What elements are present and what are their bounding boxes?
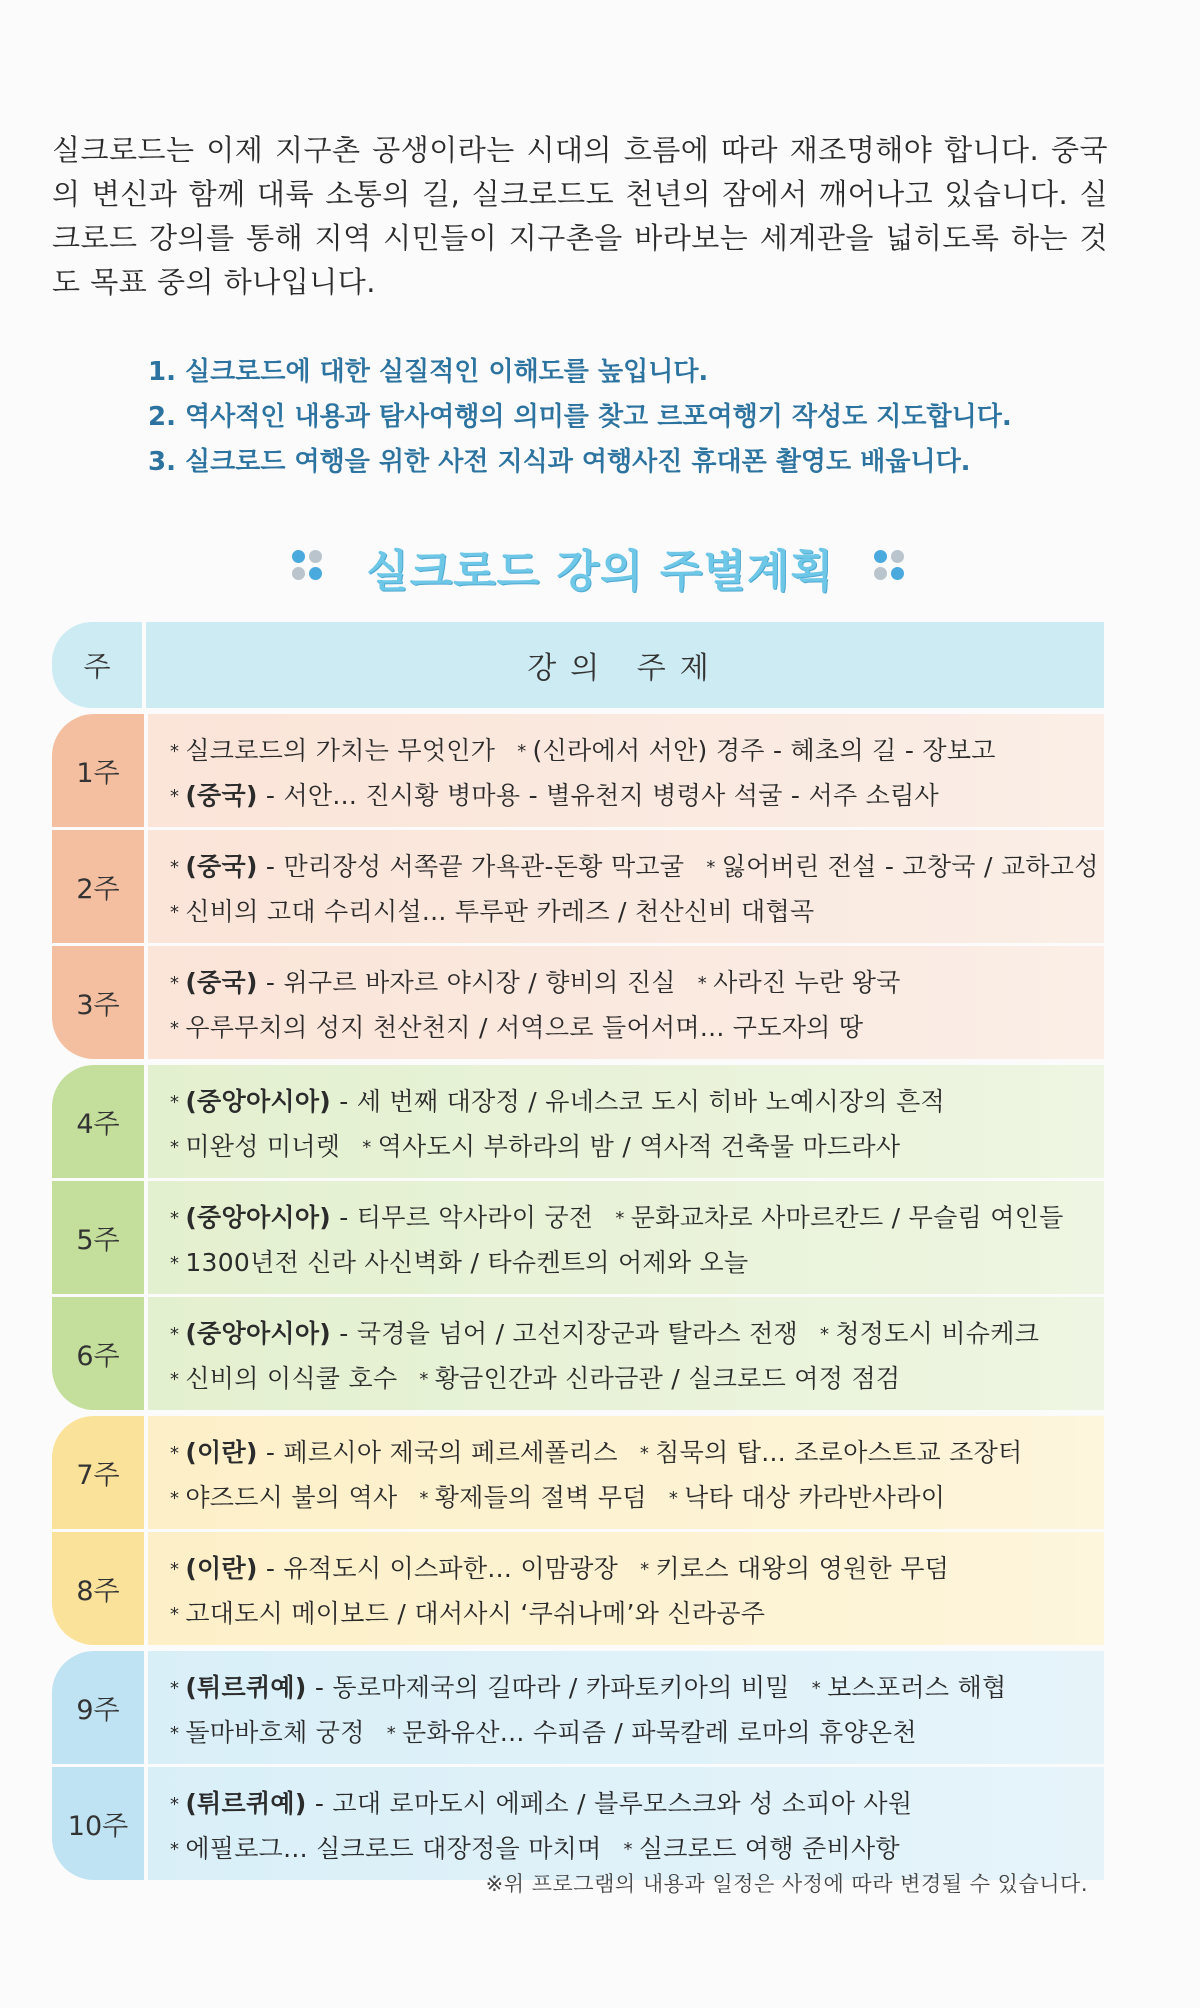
bullet-icon: * — [517, 741, 527, 762]
bullet-icon: * — [706, 857, 716, 878]
heading-title: 실크로드 강의 주별계획 — [366, 546, 834, 597]
dots-icon — [292, 550, 326, 584]
topic-text: 1300년전 신라 사신벽화 / 타슈켄트의 어제와 오늘 — [185, 1248, 749, 1277]
topic-cell — [148, 830, 1104, 943]
topic-line — [170, 1081, 1104, 1126]
topic-text: 잃어버린 전설 - 고창국 / 교하고성 — [721, 852, 1099, 881]
table-row — [52, 1416, 1104, 1529]
bullet-icon: * — [170, 1137, 180, 1158]
bullet-icon: * — [170, 973, 180, 994]
bullet-icon: * — [170, 857, 180, 878]
region-label: (중국) — [185, 968, 258, 997]
topic-line — [170, 1712, 1104, 1757]
header-week: 주 — [52, 622, 142, 708]
bullet-icon: * — [811, 1678, 822, 1699]
topic-text: 신비의 이식쿨 호수 — [185, 1364, 398, 1393]
topic-text: 미완성 미너렛 — [185, 1132, 341, 1161]
topic-cell — [148, 1181, 1104, 1294]
topic-text: - 세 번째 대장정 / 유네스코 도시 히바 노예시장의 흔적 — [331, 1087, 945, 1116]
week-label: 1주 — [76, 758, 120, 789]
bullet-icon: * — [615, 1208, 625, 1229]
topic-line — [170, 1477, 1104, 1522]
topic-line — [170, 1007, 1104, 1052]
topic-text: 낙타 대상 카라반사라이 — [684, 1483, 946, 1512]
region-label: (중국) — [185, 781, 258, 810]
topic-text: 에필로그... 실크로드 대장정을 마치며 — [185, 1834, 602, 1863]
topic-cell — [148, 1065, 1104, 1178]
topic-line — [170, 1548, 1104, 1593]
bullet-icon: * — [170, 1324, 180, 1345]
region-label: (튀르퀴예) — [185, 1789, 307, 1818]
table-row — [52, 943, 1104, 1059]
bullet-icon: * — [419, 1488, 429, 1509]
topic-cell — [148, 1532, 1104, 1645]
topic-text: 청정도시 비슈케크 — [835, 1319, 1040, 1348]
week-label: 5주 — [76, 1225, 120, 1256]
goal-item: 1. 실크로드에 대한 실질적인 이해도를 높입니다. — [148, 357, 709, 387]
topic-cell — [148, 1651, 1104, 1764]
topic-text: 신비의 고대 수리시설... 투루판 카레즈 / 천산신비 대협곡 — [185, 897, 815, 926]
bullet-icon: * — [640, 1559, 650, 1580]
topic-text: 황금인간과 신라금관 / 실크로드 여정 점검 — [434, 1364, 901, 1393]
topic-text: - 만리장성 서쪽끝 가욕관-돈황 막고굴 — [257, 852, 685, 881]
week-label: 9주 — [76, 1695, 120, 1726]
topic-line — [170, 1313, 1104, 1358]
topic-text: - 위구르 바자르 야시장 / 향비의 진실 — [257, 968, 676, 997]
week-group — [52, 1416, 1104, 1645]
week-label: 7주 — [76, 1460, 120, 1491]
bullet-icon: * — [697, 973, 708, 994]
topic-text: - 유적도시 이스파한... 이맘광장 — [257, 1554, 619, 1583]
topic-text: 돌마바흐체 궁정 — [185, 1718, 365, 1747]
table-header — [52, 622, 1104, 708]
topic-text: 실크로드의 가치는 무엇인가 — [185, 736, 496, 765]
bullet-icon: * — [170, 741, 180, 762]
bullet-icon: * — [170, 1208, 180, 1229]
region-label: (중앙아시아) — [185, 1319, 332, 1348]
dots-icon — [874, 550, 908, 584]
topic-cell — [148, 714, 1104, 827]
topic-text: 황제들의 절벽 무덤 — [434, 1483, 647, 1512]
goals-list — [148, 350, 1012, 485]
topic-line — [170, 1197, 1104, 1242]
topic-text: - 동로마제국의 길따라 / 카파토키아의 비밀 — [306, 1673, 790, 1702]
week-group — [52, 1651, 1104, 1880]
topic-text: - 티무르 악사라이 궁전 — [331, 1203, 594, 1232]
week-group — [52, 1065, 1104, 1410]
bullet-icon: * — [170, 902, 180, 923]
week-group — [52, 714, 1104, 1059]
bullet-icon: * — [170, 1018, 180, 1039]
table-row — [52, 1294, 1104, 1410]
table-row — [52, 1529, 1104, 1645]
week-label: 10주 — [67, 1811, 129, 1842]
bullet-icon: * — [170, 1488, 180, 1509]
goal-item: 2. 역사적인 내용과 탐사여행의 의미를 찾고 르포여행기 작성도 지도합니다. — [148, 402, 1012, 432]
region-label: (이란) — [185, 1554, 258, 1583]
topic-line — [170, 1783, 1104, 1828]
bullet-icon: * — [170, 1794, 180, 1815]
topic-text: (신라에서 서안) 경주 - 혜초의 길 - 장보고 — [532, 736, 996, 765]
topic-line — [170, 775, 1104, 820]
table-row — [52, 1178, 1104, 1294]
topic-line — [170, 1358, 1104, 1403]
topic-text: 실크로드 여행 준비사항 — [638, 1834, 900, 1863]
week-label: 2주 — [76, 874, 120, 905]
topic-cell — [148, 1416, 1104, 1529]
bullet-icon: * — [170, 1559, 180, 1580]
bullet-icon: * — [170, 1092, 180, 1113]
topic-line — [170, 1126, 1104, 1171]
topic-cell — [148, 1297, 1104, 1410]
topic-text: - 고대 로마도시 에페소 / 블루모스크와 성 소피아 사원 — [306, 1789, 913, 1818]
intro-paragraph: 실크로드는 이제 지구촌 공생이라는 시대의 흐름에 따라 재조명해야 합니다. 중국의 변신과 함께 대륙 소통의 길, 실크로드도 천년의 잠에서 깨어나고 있습니다. 실크로드 강의를 통해 지역 시민들이 지구촌을 바라보는 세계관을 넓히도록 하는 것도 목표 중의 하나입니다. — [52, 133, 1108, 299]
topic-text: 우루무치의 성지 천산천지 / 서역으로 들어서며... 구도자의 땅 — [185, 1013, 864, 1042]
bullet-icon: * — [668, 1488, 679, 1509]
footnote: ※위 프로그램의 내용과 일정은 사정에 따라 변경될 수 있습니다. — [485, 1872, 1088, 1896]
topic-line — [170, 1667, 1104, 1712]
bullet-icon: * — [170, 1839, 180, 1860]
bullet-icon: * — [170, 786, 180, 807]
topic-line — [170, 730, 1104, 775]
table-row — [52, 1065, 1104, 1178]
weekly-plan-table — [52, 622, 1104, 1880]
section-heading — [0, 532, 1200, 602]
topic-line — [170, 1432, 1104, 1477]
topic-text: 역사도시 부하라의 밤 / 역사적 건축물 마드라사 — [377, 1132, 901, 1161]
bullet-icon: * — [170, 1253, 180, 1274]
table-row — [52, 827, 1104, 943]
topic-text: 문화유산... 수피즘 / 파묵칼레 로마의 휴양온천 — [402, 1718, 917, 1747]
topic-text: 야즈드시 불의 역사 — [185, 1483, 398, 1512]
topic-text: 고대도시 메이보드 / 대서사시 ‘쿠쉬나메’와 신라공주 — [185, 1599, 766, 1628]
bullet-icon: * — [170, 1443, 180, 1464]
topic-text: - 국경을 넘어 / 고선지장군과 탈라스 전쟁 — [331, 1319, 798, 1348]
topic-text: 사라진 누란 왕국 — [713, 968, 901, 997]
goal-item: 3. 실크로드 여행을 위한 사전 지식과 여행사진 휴대폰 촬영도 배웁니다. — [148, 447, 971, 477]
region-label: (중앙아시아) — [185, 1203, 332, 1232]
topic-line — [170, 891, 1104, 936]
bullet-icon: * — [170, 1723, 180, 1744]
week-label: 8주 — [76, 1576, 120, 1607]
topic-text: 침묵의 탑... 조로아스트교 조장터 — [655, 1438, 1023, 1467]
week-label: 6주 — [76, 1341, 120, 1372]
bullet-icon: * — [419, 1369, 429, 1390]
topic-text: - 페르시아 제국의 페르세폴리스 — [257, 1438, 618, 1467]
topic-text: 키로스 대왕의 영원한 무덤 — [655, 1554, 950, 1583]
week-label: 3주 — [76, 990, 120, 1021]
bullet-icon: * — [170, 1369, 180, 1390]
week-label: 4주 — [76, 1109, 120, 1140]
topic-line — [170, 1242, 1104, 1287]
region-label: (튀르퀴예) — [185, 1673, 307, 1702]
topic-line — [170, 846, 1104, 891]
table-row — [52, 1764, 1104, 1880]
bullet-icon: * — [386, 1723, 397, 1744]
region-label: (중국) — [185, 852, 258, 881]
bullet-icon: * — [639, 1443, 650, 1464]
topic-text: 문화교차로 사마르칸드 / 무슬림 여인들 — [630, 1203, 1064, 1232]
bullet-icon: * — [362, 1137, 372, 1158]
bullet-icon: * — [170, 1604, 180, 1625]
bullet-icon: * — [820, 1324, 830, 1345]
topic-cell — [148, 1767, 1104, 1880]
topic-text: 보스포러스 해협 — [827, 1673, 1007, 1702]
topic-line — [170, 1828, 1104, 1873]
bullet-icon: * — [623, 1839, 633, 1860]
topic-text: - 서안... 진시황 병마용 - 별유천지 병령사 석굴 - 서주 소림사 — [257, 781, 939, 810]
topic-line — [170, 1593, 1104, 1638]
topic-cell — [148, 946, 1104, 1059]
table-row — [52, 1651, 1104, 1764]
region-label: (이란) — [185, 1438, 258, 1467]
header-topic: 강의 주제 — [146, 622, 1104, 708]
topic-line — [170, 962, 1104, 1007]
region-label: (중앙아시아) — [185, 1087, 332, 1116]
table-row — [52, 714, 1104, 827]
bullet-icon: * — [170, 1678, 180, 1699]
